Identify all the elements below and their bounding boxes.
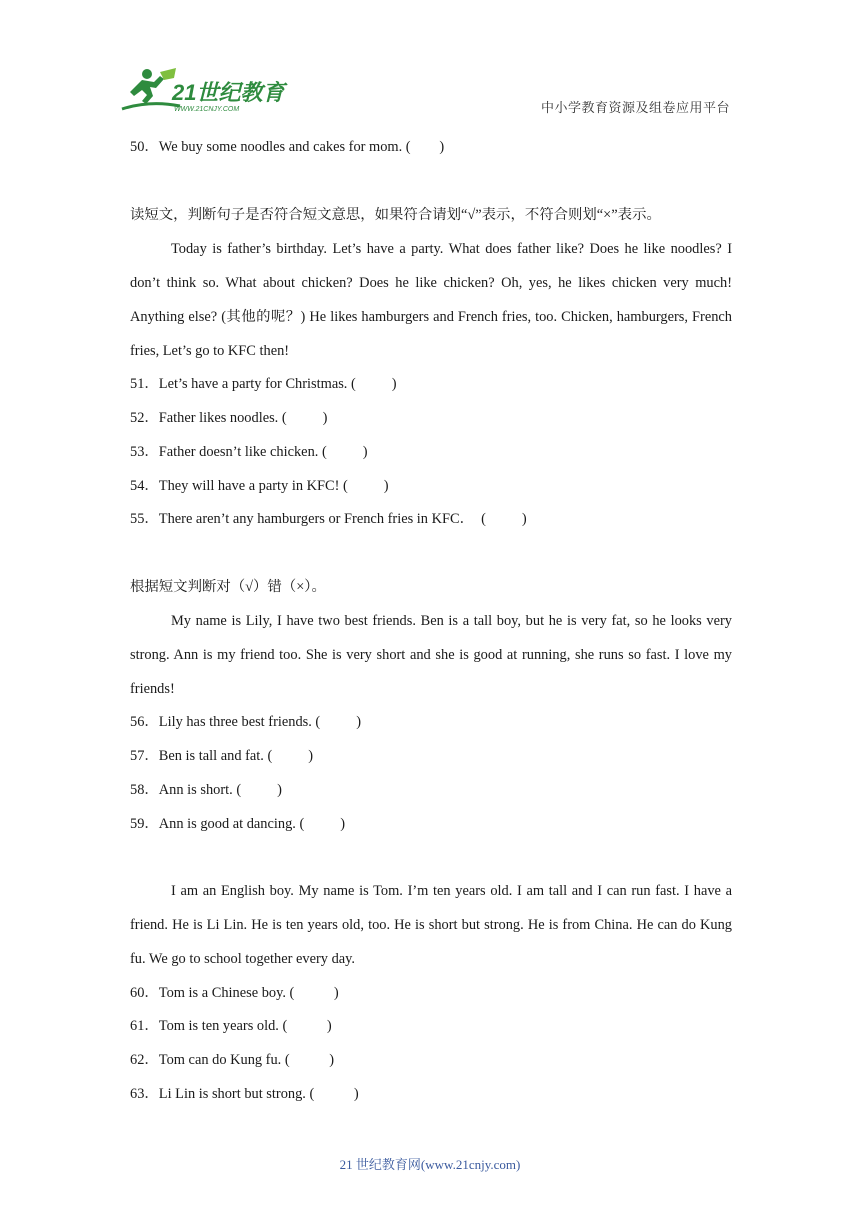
svg-text:WWW.21CNJY.COM: WWW.21CNJY.COM bbox=[174, 106, 240, 113]
question-50: 50．We buy some noodles and cakes for mom. ( ) bbox=[130, 139, 445, 155]
section2-instruction: 根据短文判断对（√）错（×）。 bbox=[130, 579, 326, 595]
question-52: 52．Father likes noodles. ( ) bbox=[130, 410, 328, 426]
section3-passage: I am an English boy. My name is Tom. I’m ten years old. I am tall and I can run fast. I have a friend. He is Li Lin. He is ten years old, too. He is short but strong. He is from China. He can do Kung fu. We go to school together every day. bbox=[130, 883, 732, 967]
question-59: 59．Ann is good at dancing. ( ) bbox=[130, 816, 346, 832]
svg-text:21世纪教育: 21世纪教育 bbox=[172, 80, 285, 105]
question-58: 58．Ann is short. ( ) bbox=[130, 782, 282, 798]
platform-label: 中小学教育资源及组卷应用平台 bbox=[540, 100, 730, 115]
question-53: 53．Father doesn’t like chicken. ( ) bbox=[130, 444, 368, 460]
question-62: 62．Tom can do Kung fu. ( ) bbox=[130, 1052, 335, 1068]
section2-passage: My name is Lily, I have two best friends. Ben is a tall boy, but he is very fat, so he looks very strong. Ann is my friend too. She is very short and she is good at running, she runs so fast. I love my friends! bbox=[130, 613, 732, 697]
section1-instruction: 读短文，判断句子是否符合短文意思，如果符合请划“√”表示，不符合则划“×”表示。 bbox=[130, 207, 661, 223]
question-63: 63．Li Lin is short but strong. ( ) bbox=[130, 1086, 359, 1102]
question-55: 55．There aren’t any hamburgers or French fries in KFC． ( ) bbox=[130, 511, 527, 527]
section1-passage: Today is father’s birthday. Let’s have a party. What does father like? Does he like noodles? I don’t think so. What about chicken? Does he like chicken? Oh, yes, he likes chicken very much! Anything else? (其他的呢？) He likes hamburgers and French fries, too. Chicken, hamburgers, French fries, Let’s go to KFC then! bbox=[130, 241, 732, 359]
site-logo bbox=[120, 66, 295, 116]
question-51: 51．Let’s have a party for Christmas. ( ) bbox=[130, 376, 397, 392]
runner-logo-icon bbox=[120, 66, 295, 116]
question-57: 57．Ben is tall and fat. ( ) bbox=[130, 748, 314, 764]
page-footer: 21 世纪教育网(www.21cnjy.com) bbox=[339, 1157, 521, 1172]
page-header bbox=[0, 0, 860, 125]
question-54: 54．They will have a party in KFC! ( ) bbox=[130, 478, 389, 494]
question-56: 56．Lily has three best friends. ( ) bbox=[130, 714, 361, 730]
question-61: 61．Tom is ten years old. ( ) bbox=[130, 1018, 332, 1034]
question-60: 60．Tom is a Chinese boy. ( ) bbox=[130, 985, 339, 1001]
